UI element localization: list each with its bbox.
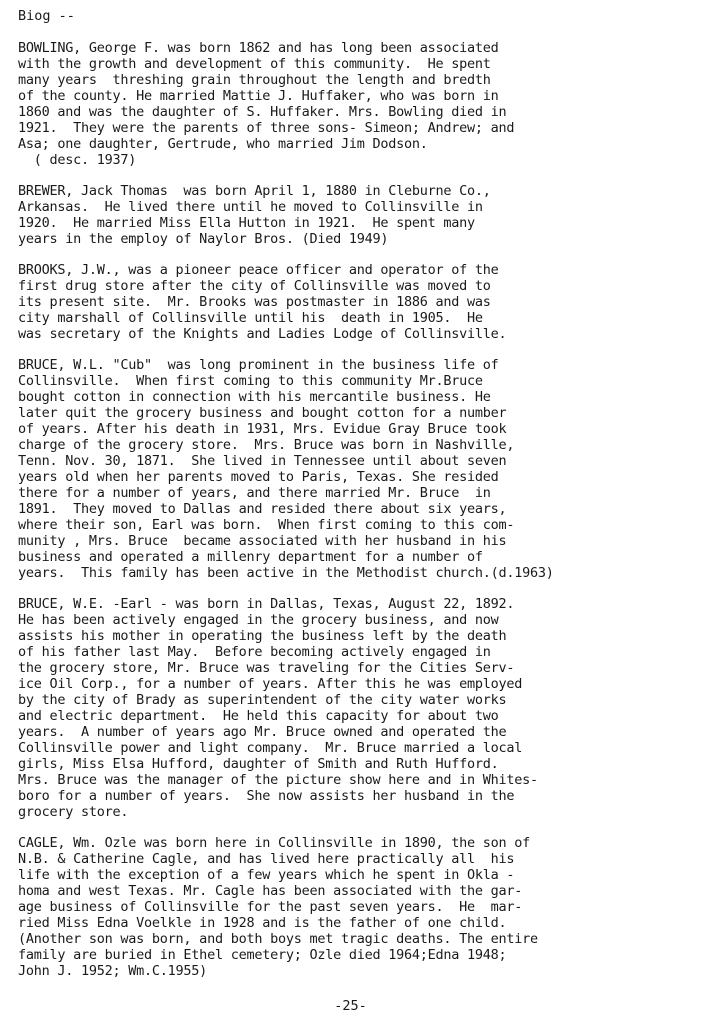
text-line: years. This family has been active in the Methodist church.(d.1963) — [18, 565, 554, 581]
text-line: life with the exception of a few years which he spent in Okla - — [18, 867, 515, 883]
text-line: BOWLING, George F. was born 1862 and has long been associated — [18, 40, 499, 56]
text-line: girls, Miss Elsa Hufford, daughter of Smith and Ruth Hufford. — [18, 756, 499, 772]
text-line: Collinsville power and light company. Mr. Bruce married a local — [18, 740, 523, 756]
text-line: CAGLE, Wm. Ozle was born here in Collinsville in 1890, the son of — [18, 835, 531, 851]
text-line: John J. 1952; Wm.C.1955) — [18, 963, 208, 979]
text-line: 1860 and was the daughter of S. Huffaker. Mrs. Bowling died in — [18, 104, 507, 120]
text-line: of the county. He married Mattie J. Huffaker, who was born in — [18, 88, 499, 104]
text-line: (Another son was born, and both boys met tragic deaths. The entire — [18, 931, 538, 947]
text-line: BRUCE, W.L. "Cub" was long prominent in the business life of — [18, 357, 499, 373]
text-line: city marshall of Collinsville until his death in 1905. He — [18, 310, 483, 326]
text-line: 1920. He married Miss Ella Hutton in 1921. He spent many — [18, 215, 475, 231]
text-line: family are buried in Ethel cemetery; Ozle died 1964;Edna 1948; — [18, 947, 507, 963]
text-line: grocery store. — [18, 804, 129, 820]
text-line: of years. After his death in 1931, Mrs. Evidue Gray Bruce took — [18, 421, 507, 437]
text-line: munity , Mrs. Bruce became associated with her husband in his — [18, 533, 507, 549]
text-line: ice Oil Corp., for a number of years. After this he was employed — [18, 676, 523, 692]
page-header: Biog -- — [18, 8, 75, 24]
page-number: -25- — [334, 998, 367, 1014]
text-line: was secretary of the Knights and Ladies Lodge of Collinsville. — [18, 326, 507, 342]
text-line: with the growth and development of this community. He spent — [18, 56, 491, 72]
text-line: BRUCE, W.E. -Earl - was born in Dallas, Texas, August 22, 1892. — [18, 596, 515, 612]
text-line: Mrs. Bruce was the manager of the picture show here and in Whites- — [18, 772, 538, 788]
text-line: 1921. They were the parents of three sons- Simeon; Andrew; and — [18, 120, 515, 136]
text-line: assists his mother in operating the business left by the death — [18, 628, 507, 644]
biography-entry-brooks — [18, 262, 693, 342]
text-line: there for a number of years, and there married Mr. Bruce in — [18, 485, 491, 501]
text-line: ( desc. 1937) — [18, 152, 137, 168]
text-line: homa and west Texas. Mr. Cagle has been associated with the gar- — [18, 883, 523, 899]
text-line: many years threshing grain throughout the length and bredth — [18, 72, 491, 88]
text-line: ried Miss Edna Voelkle in 1928 and is the father of one child. — [18, 915, 507, 931]
biography-entry-bowling — [18, 40, 693, 168]
text-line: N.B. & Catherine Cagle, and has lived here practically all his — [18, 851, 515, 867]
text-line: Tenn. Nov. 30, 1871. She lived in Tennessee until about seven — [18, 453, 507, 469]
text-line: charge of the grocery store. Mrs. Bruce was born in Nashville, — [18, 437, 515, 453]
text-line: its present site. Mr. Brooks was postmaster in 1886 and was — [18, 294, 491, 310]
text-line: 1891. They moved to Dallas and resided there about six years, — [18, 501, 507, 517]
text-line: later quit the grocery business and bought cotton for a number — [18, 405, 507, 421]
text-line: bought cotton in connection with his mercantile business. He — [18, 389, 491, 405]
text-line: Collinsville. When first coming to this community Mr.Bruce — [18, 373, 483, 389]
text-line: of his father last May. Before becoming actively engaged in — [18, 644, 491, 660]
text-line: years in the employ of Naylor Bros. (Died 1949) — [18, 231, 389, 247]
biography-entry-cagle — [18, 835, 693, 979]
biography-entries — [18, 40, 693, 979]
text-line: the grocery store, Mr. Bruce was traveling for the Cities Serv- — [18, 660, 515, 676]
text-line: boro for a number of years. She now assists her husband in the — [18, 788, 515, 804]
text-line: Arkansas. He lived there until he moved to Collinsville in — [18, 199, 483, 215]
text-line: years. A number of years ago Mr. Bruce owned and operated the — [18, 724, 507, 740]
document-page — [18, 8, 693, 994]
text-line: by the city of Brady as superintendent of the city water works — [18, 692, 507, 708]
text-line: He has been actively engaged in the grocery business, and now — [18, 612, 499, 628]
text-line: first drug store after the city of Collinsville was moved to — [18, 278, 491, 294]
biography-entry-brewer — [18, 183, 693, 247]
biography-entry-bruce-we — [18, 596, 693, 820]
text-line: age business of Collinsville for the past seven years. He mar- — [18, 899, 523, 915]
text-line: years old when her parents moved to Paris, Texas. She resided — [18, 469, 499, 485]
biography-entry-bruce-wl — [18, 357, 693, 581]
text-line: BROOKS, J.W., was a pioneer peace officer and operator of the — [18, 262, 499, 278]
text-line: BREWER, Jack Thomas was born April 1, 1880 in Cleburne Co., — [18, 183, 491, 199]
text-line: Asa; one daughter, Gertrude, who married Jim Dodson. — [18, 136, 428, 152]
text-line: and electric department. He held this capacity for about two — [18, 708, 499, 724]
text-line: business and operated a millenry department for a number of — [18, 549, 483, 565]
text-line: where their son, Earl was born. When first coming to this com- — [18, 517, 515, 533]
